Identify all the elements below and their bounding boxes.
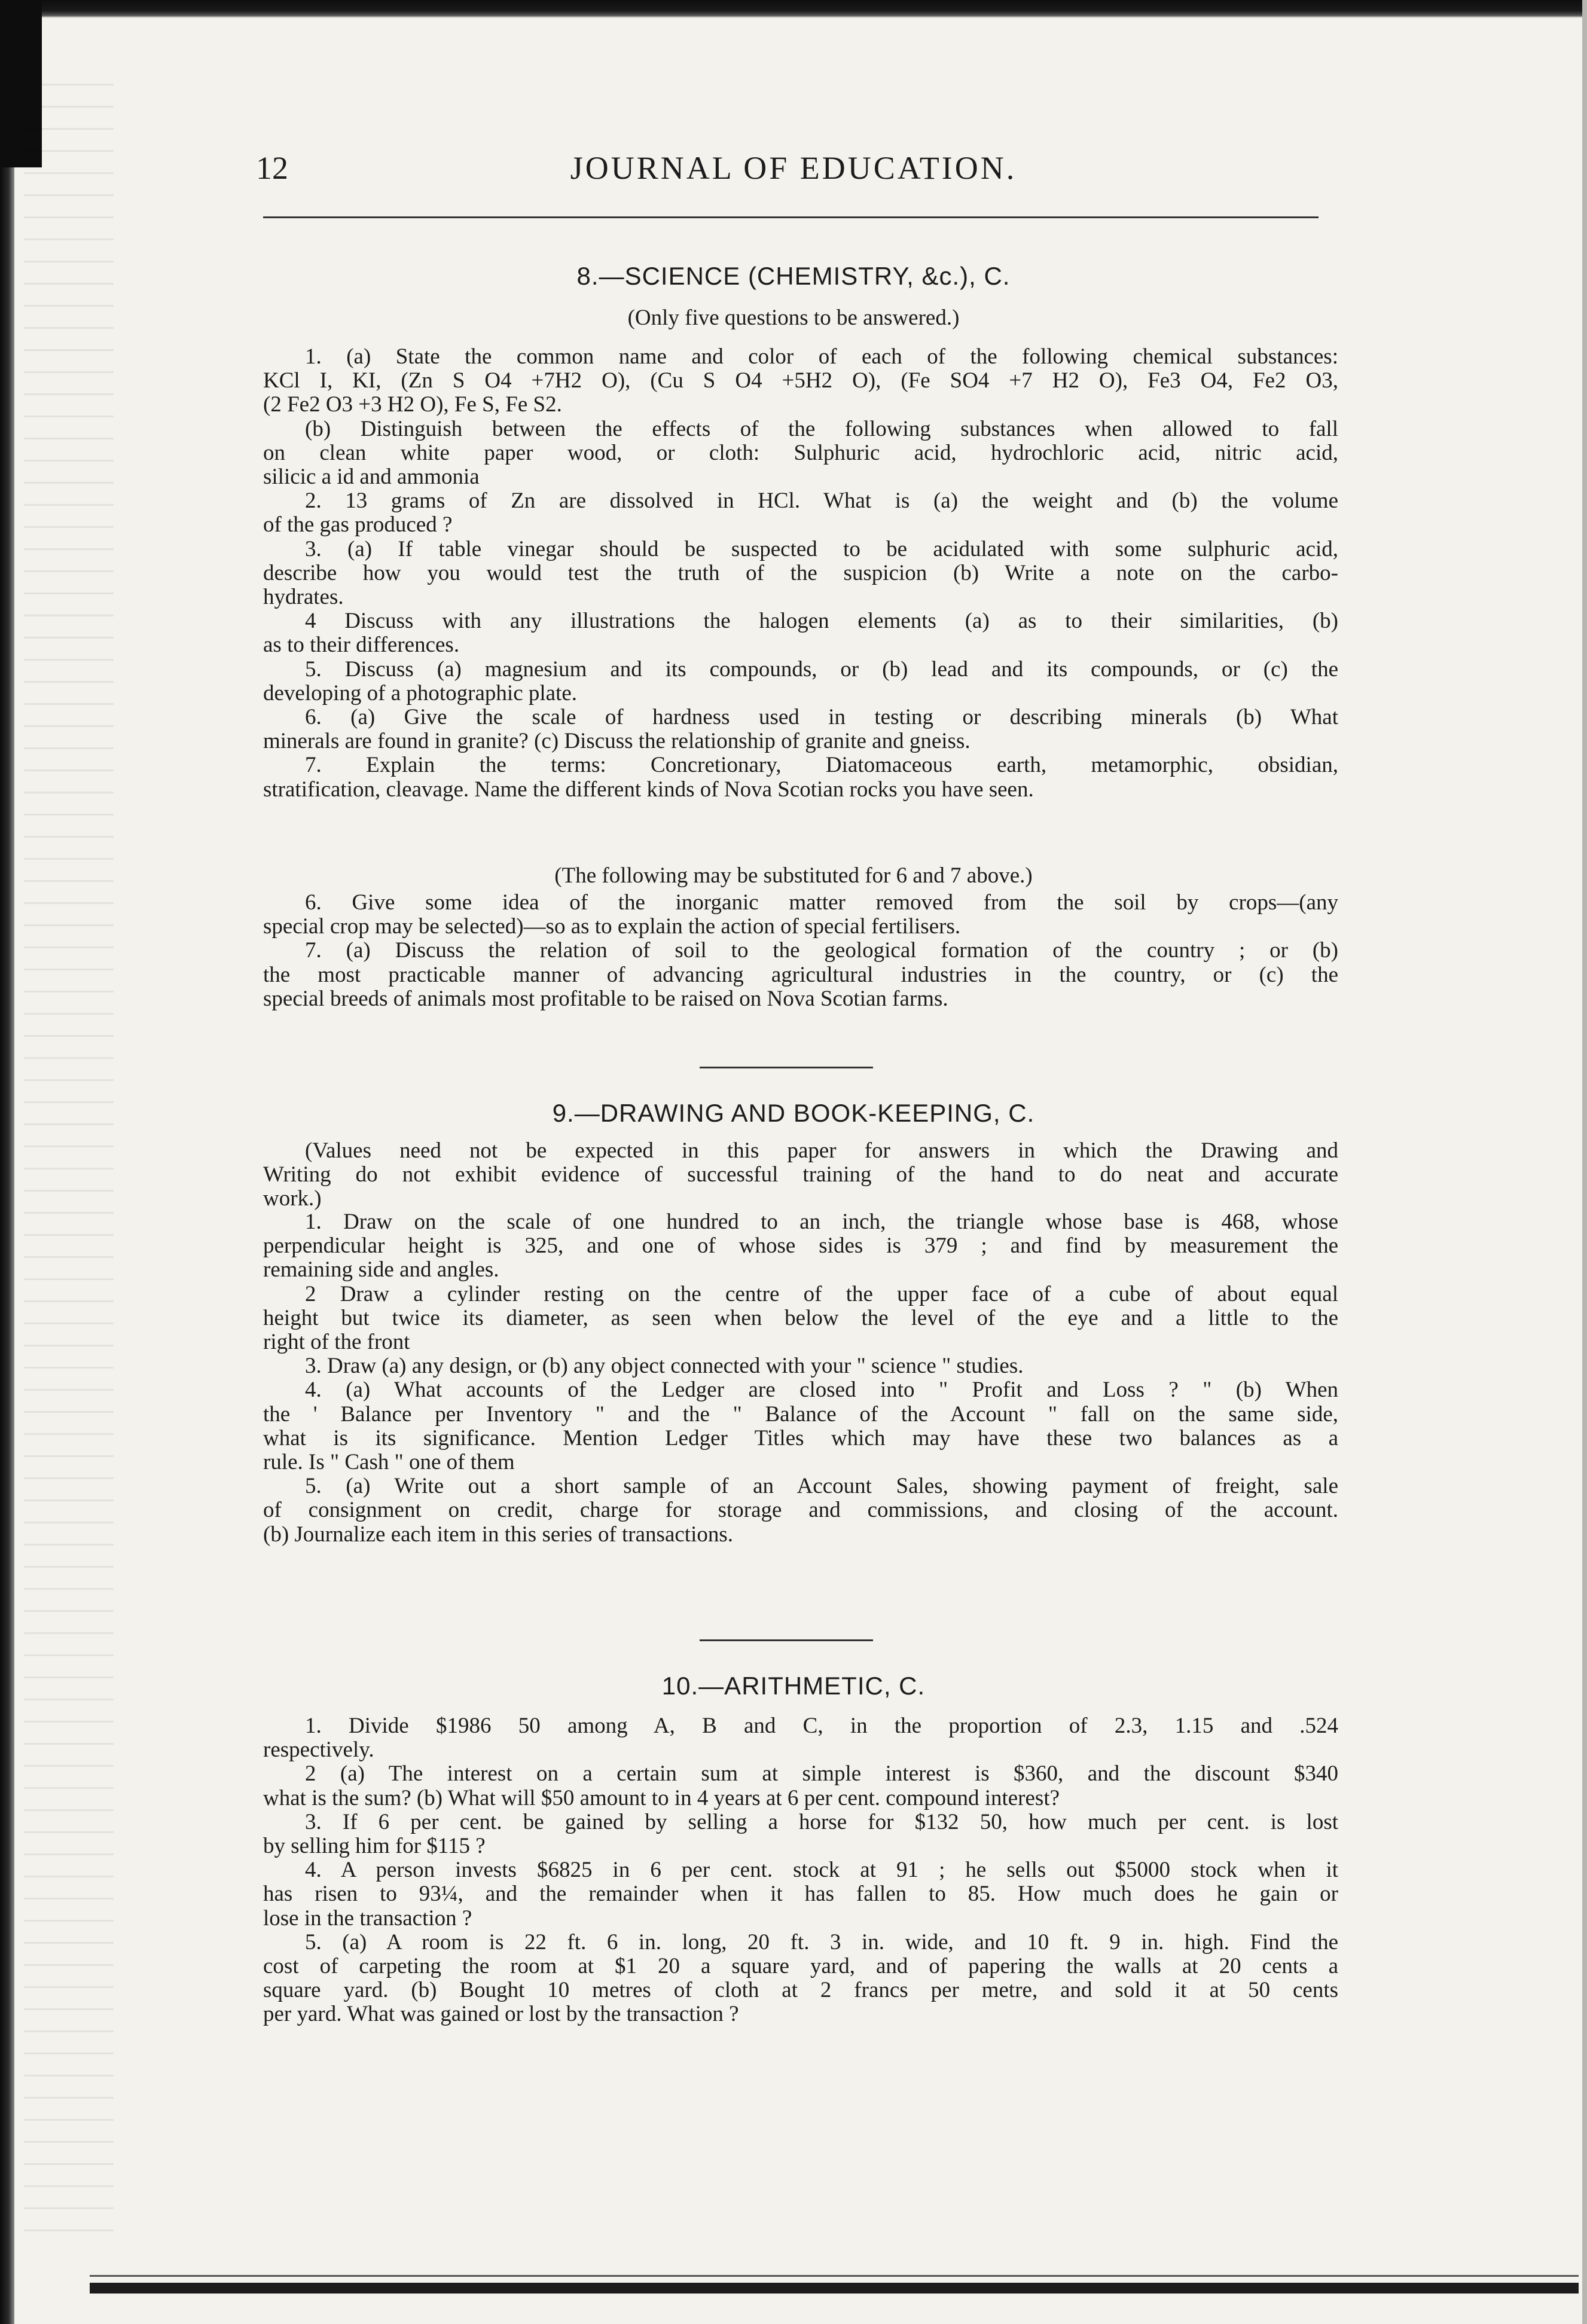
arithmetic-q4-line: has risen to 93¼, and the remainder when it has fallen to 85. How much does he gain or <box>263 1882 1338 1907</box>
science-q1b-line: on clean white paper wood, or cloth: Sulphuric acid, hydrochloric acid, nitric acid, <box>263 440 1338 465</box>
science-q4-line: 4 Discuss with any illustrations the halogen elements (a) as to their similarities, (b) <box>305 609 1338 634</box>
science-q1a-line: 1. (a) State the common name and color of each of the following chemical substances: <box>305 344 1338 369</box>
section-heading-drawing: 9.—DRAWING AND BOOK-KEEPING, C. <box>552 1099 1035 1127</box>
science-q1b-line: silicic a id and ammonia <box>263 465 480 490</box>
section-separator <box>700 1639 873 1641</box>
drawing-q4-line: rule. Is " Cash " one of them <box>263 1450 515 1475</box>
scan-binding-edge <box>0 0 14 2324</box>
page-number: 12 <box>256 150 288 186</box>
science-q1b-line: (b) Distinguish between the effects of the following substances when allowed to fall <box>305 416 1338 441</box>
drawing-question-list <box>263 1210 1338 1547</box>
science-q2-line: 2. 13 grams of Zn are dissolved in HCl. What is (a) the weight and (b) the volume <box>305 488 1338 514</box>
arithmetic-q3-line: 3. If 6 per cent. be gained by selling a horse for $132 50, how much per cent. is lost <box>305 1809 1338 1834</box>
drawing-q5-line: of consignment on credit, charge for storage and commissions, and closing of the account. <box>263 1498 1338 1523</box>
section-separator <box>700 1067 873 1068</box>
arithmetic-q5-line: square yard. (b) Bought 10 metres of cloth at 2 francs per metre, and sold it at 50 cents <box>263 1978 1338 2003</box>
section-heading-science: 8.—SCIENCE (CHEMISTRY, &c.), C. <box>576 262 1011 290</box>
scan-bottom-line <box>90 2275 1579 2277</box>
arithmetic-q1-line: respectively. <box>263 1737 374 1763</box>
scan-right-edge <box>1582 0 1587 2324</box>
science-alt7-line: the most practicable manner of advancing agricultural industries in the country, or (c) the <box>263 962 1338 987</box>
science-q3-line: 3. (a) If table vinegar should be suspected to be acidulated with some sulphuric acid, <box>305 536 1338 561</box>
arithmetic-q5-line: per yard. What was gained or lost by the transaction ? <box>263 2002 739 2027</box>
arithmetic-q2-line: 2 (a) The interest on a certain sum at simple interest is $360, and the discount $340 <box>305 1761 1338 1786</box>
drawing-q3-line: 3. Draw (a) any design, or (b) any object connected with your " science " studies. <box>305 1354 1024 1379</box>
scan-top-edge <box>0 0 1587 18</box>
scan-bottom-edge <box>90 2283 1579 2294</box>
science-q5-line: 5. Discuss (a) magnesium and its compounds, or (b) lead and its compounds, or (c) the <box>305 656 1338 682</box>
drawing-q5-line: 5. (a) Write out a short sample of an Account Sales, showing payment of freight, sale <box>305 1474 1338 1499</box>
arithmetic-q3-line: by selling him for $115 ? <box>263 1834 486 1859</box>
science-q1a-formulae-line: (2 Fe2 O3 +3 H2 O), Fe S, Fe S2. <box>263 392 562 417</box>
science-question-list <box>263 345 1338 802</box>
arithmetic-q4-line: 4. A person invests $6825 in 6 per cent. stock at 91 ; he sells out $5000 stock when it <box>305 1858 1338 1883</box>
science-q3-line: hydrates. <box>263 585 344 610</box>
science-q2-line: of the gas produced ? <box>263 512 453 538</box>
arithmetic-q5-line: 5. (a) A room is 22 ft. 6 in. long, 20 ft. 3 in. wide, and 10 ft. 9 in. high. Find the <box>305 1929 1338 1955</box>
science-q4-line: as to their differences. <box>263 633 460 658</box>
drawing-q4-line: 4. (a) What accounts of the Ledger are closed into " Profit and Loss ? " (b) When <box>305 1378 1338 1403</box>
section-heading-arithmetic: 10.—ARITHMETIC, C. <box>661 1672 926 1700</box>
drawing-q5-line: (b) Journalize each item in this series of transactions. <box>263 1522 733 1547</box>
drawing-intro-line: work.) <box>263 1186 322 1211</box>
science-alt7-line: special breeds of animals most profitable to be raised on Nova Scotian farms. <box>263 986 948 1011</box>
drawing-intro-line: Writing do not exhibit evidence of successful training of the hand to do neat and accurate <box>263 1162 1338 1187</box>
drawing-q1-line: 1. Draw on the scale of one hundred to an inch, the triangle whose base is 468, whose <box>305 1210 1338 1234</box>
science-q5-line: developing of a photographic plate. <box>263 680 578 706</box>
header-rule <box>263 216 1319 218</box>
drawing-q1-line: perpendicular height is 325, and one of whose sides is 379 ; and find by measurement the <box>263 1233 1338 1259</box>
drawing-q2-line: height but twice its diameter, as seen when below the level of the eye and a little to the <box>263 1305 1338 1330</box>
scan-binding-streaks <box>24 84 114 2236</box>
running-head-title: JOURNAL OF EDUCATION. <box>570 150 1017 186</box>
arithmetic-q5-line: cost of carpeting the room at $1 20 a square yard, and of papering the walls at 20 cents a <box>263 1954 1338 1979</box>
drawing-q2-line: 2 Draw a cylinder resting on the centre of the upper face of a cube of about equal <box>305 1281 1338 1306</box>
science-substitute-note: (The following may be substituted for 6 and 7 above.) <box>554 863 1033 888</box>
arithmetic-q1-line: 1. Divide $1986 50 among A, B and C, in the proportion of 2.3, 1.15 and .524 <box>305 1714 1338 1738</box>
science-q7-line: stratification, cleavage. Name the different kinds of Nova Scotian rocks you have seen. <box>263 777 1034 802</box>
science-q3-line: describe how you would test the truth of the suspicion (b) Write a note on the carbo- <box>263 560 1338 585</box>
drawing-q2-line: right of the front <box>263 1330 410 1355</box>
science-q7-line: 7. Explain the terms: Concretionary, Diatomaceous earth, metamorphic, obsidian, <box>305 753 1338 778</box>
science-q6-line: 6. (a) Give the scale of hardness used in testing or describing minerals (b) What <box>305 705 1338 730</box>
science-alt7-line: 7. (a) Discuss the relation of soil to the geological formation of the country ; or (b) <box>305 938 1338 963</box>
drawing-q1-line: remaining side and angles. <box>263 1257 499 1282</box>
drawing-intro <box>263 1139 1338 1211</box>
science-alt6-line: special crop may be selected)—so as to explain the action of special fertilisers. <box>263 914 961 939</box>
drawing-q4-line: what is its significance. Mention Ledger Titles which may have these two balances as a <box>263 1425 1338 1450</box>
science-instruction-note: (Only five questions to be answered.) <box>627 306 960 330</box>
arithmetic-q2-line: what is the sum? (b) What will $50 amount to in 4 years at 6 per cent. compound interest? <box>263 1785 1060 1810</box>
drawing-intro-line: (Values need not be expected in this paper for answers in which the Drawing and <box>305 1138 1338 1163</box>
drawing-q4-line: the ' Balance per Inventory " and the " Balance of the Account " fall on the same side, <box>263 1401 1338 1427</box>
science-alt6-line: 6. Give some idea of the inorganic matter removed from the soil by crops—(any <box>305 890 1338 915</box>
science-q1a-formulae-line: KCl I, KI, (Zn S O4 +7H2 O), (Cu S O4 +5H2 O), (Fe SO4 +7 H2 O), Fe3 O4, Fe2 O3, <box>263 368 1338 393</box>
arithmetic-question-list <box>263 1714 1338 2027</box>
arithmetic-q4-line: lose in the transaction ? <box>263 1905 472 1931</box>
science-alternative-questions <box>263 891 1338 1011</box>
science-q6-line: minerals are found in granite? (c) Discuss the relationship of granite and gneiss. <box>263 729 970 754</box>
